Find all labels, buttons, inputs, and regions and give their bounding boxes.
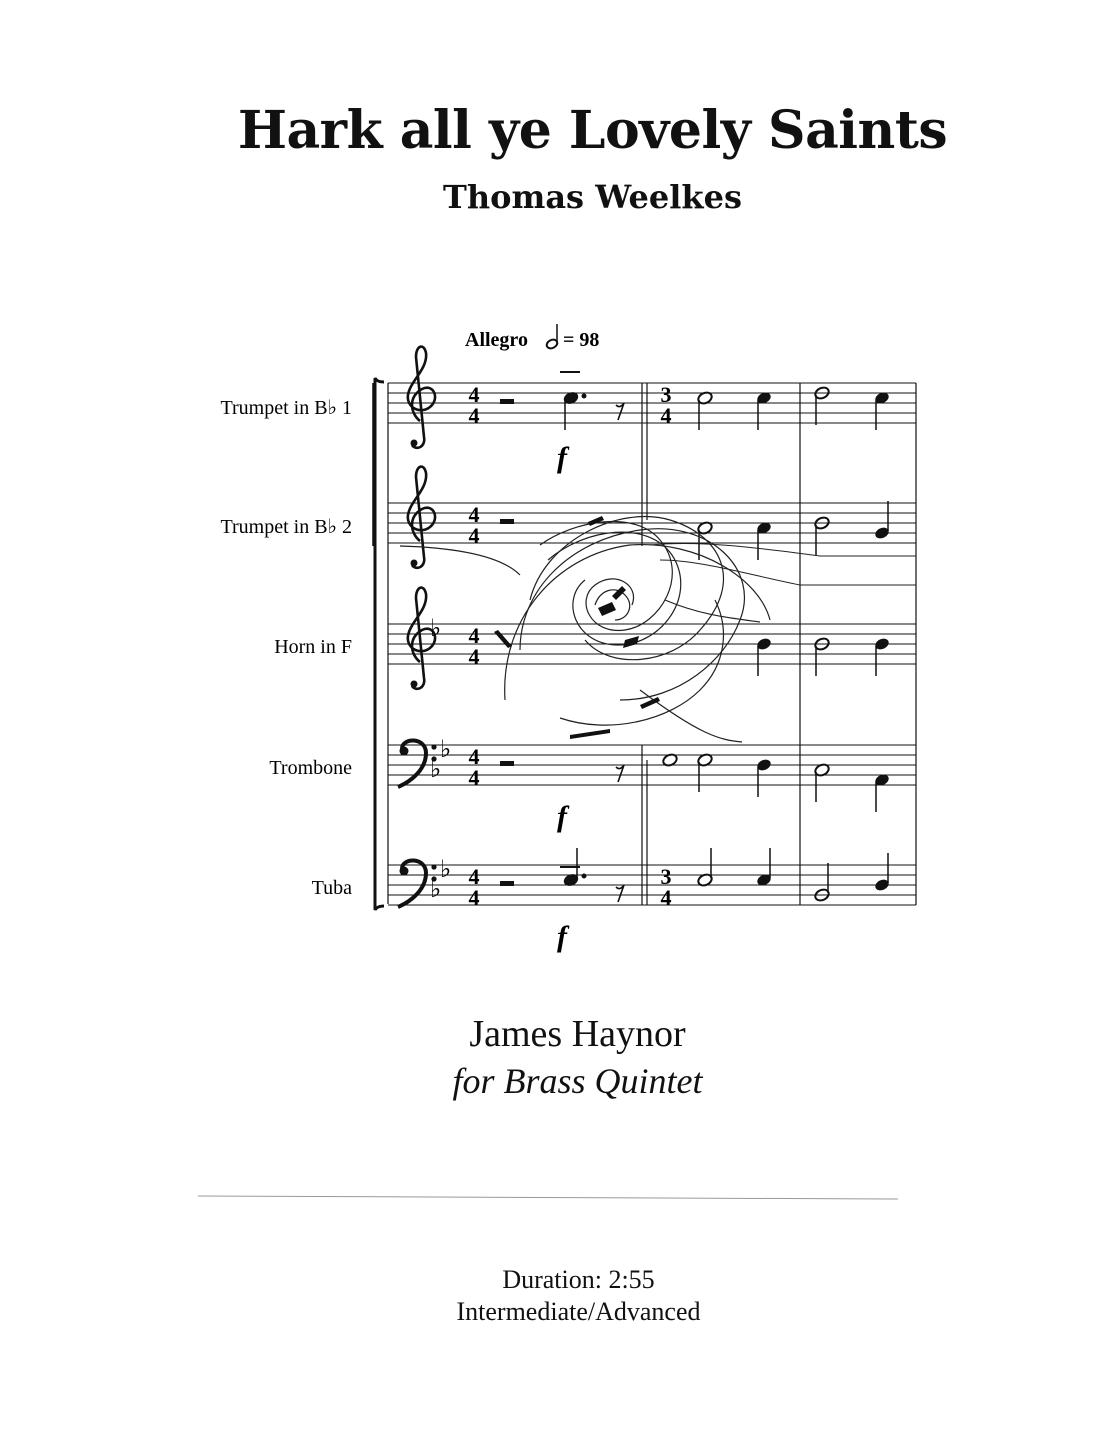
instrument-name: Tuba [311,877,352,899]
svg-text:4: 4 [468,502,480,527]
svg-text:4: 4 [468,744,480,769]
duration: Duration: 2:55 [502,1265,655,1294]
flat-icon: ♭ [430,757,442,783]
quarter-note [756,391,891,893]
flat-icon: ♭ [440,737,452,763]
divider [198,1195,898,1199]
tempo-value: = 98 [563,329,600,351]
svg-text:4: 4 [468,523,480,548]
svg-text:4: 4 [468,644,480,669]
stem [758,400,888,883]
svg-text:4: 4 [468,623,480,648]
svg-text:4: 4 [660,885,672,910]
difficulty-level: Intermediate/Advanced [456,1297,701,1326]
dynamic-marking: f [557,800,567,833]
treble-clef-icon [408,347,435,448]
svg-text:3: 3 [660,864,672,889]
arranger-name: James Haynor [469,1013,686,1055]
dynamic-marking: f [557,441,567,474]
staff-tuba [388,865,916,905]
instrument-name: Trumpet in B♭ 1 [220,397,352,419]
staff-trumpet-1 [388,383,916,423]
svg-text:4: 4 [468,765,480,790]
flat-icon: ♭ [440,857,452,883]
time-signature-4-4 [469,382,480,910]
flat-icon: ♭ [430,616,442,642]
svg-text:3: 3 [660,382,672,407]
instrument-name: Trombone [269,757,352,779]
tempo-text: Allegro [465,329,528,351]
half-note-icon [545,324,558,350]
svg-text:4: 4 [468,403,480,428]
flat-icon: ♭ [430,877,442,903]
instrument-name: Trumpet in B♭ 2 [220,516,352,538]
staff-trumpet-2 [388,503,916,543]
svg-text:4: 4 [468,885,480,910]
instrumentation: for Brass Quintet [452,1061,703,1101]
system-bracket [375,378,384,910]
instrument-name: Horn in F [274,636,352,658]
treble-clef-icon [408,467,435,568]
svg-text:4: 4 [468,864,480,889]
score-title: Hark all ye Lovely Saints [237,100,948,161]
dynamic-marking: f [557,920,567,953]
composer-name: Thomas Weelkes [443,178,742,216]
eighth-rest [616,403,624,902]
svg-text:4: 4 [660,403,672,428]
time-signature-3-4 [661,382,672,910]
staff-trombone [388,745,916,785]
svg-text:4: 4 [468,382,480,407]
